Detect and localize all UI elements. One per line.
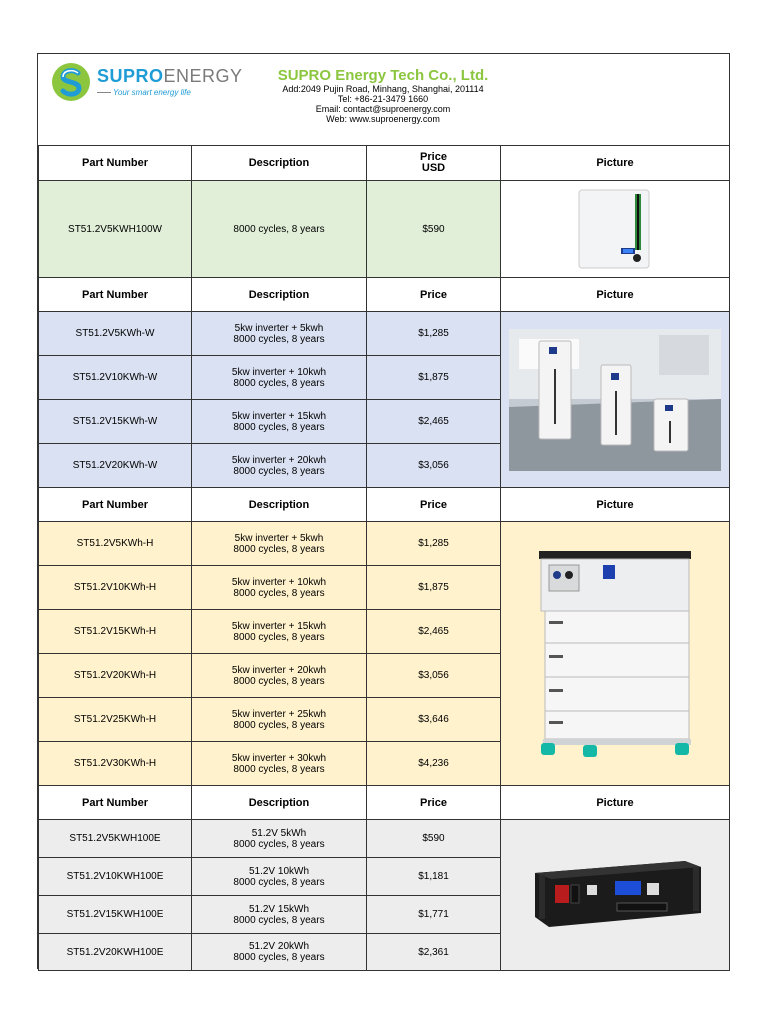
header-part-number: Part Number [39,278,192,312]
description-cell: 5kw inverter + 15kwh 8000 cycles, 8 years [192,610,367,654]
product-picture-stacked-cabinet [501,522,730,786]
description-cell: 5kw inverter + 10kwh 8000 cycles, 8 years [192,356,367,400]
price-cell: $590 [367,820,501,858]
header-picture: Picture [501,278,730,312]
price-cell: $3,646 [367,698,501,742]
price-cell: $590 [367,181,501,278]
header-picture: Picture [501,146,730,181]
rack-battery-image [525,855,705,935]
wall-battery-image [577,188,653,270]
part-number-cell: ST51.2V5KWH100W [39,181,192,278]
company-tel: Tel: +86-21-3479 1660 [337,94,429,104]
description-cell: 51.2V 20kWh 8000 cycles, 8 years [192,934,367,971]
description-cell: 5kw inverter + 15kwh 8000 cycles, 8 years [192,400,367,444]
part-number-cell: ST51.2V15KWH100E [39,896,192,934]
description-cell: 5kw inverter + 20kwh 8000 cycles, 8 years [192,654,367,698]
company-name: SUPRO Energy Tech Co., Ltd. [277,67,489,84]
company-web: Web: www.suproenergy.com [326,114,440,124]
price-cell: $3,056 [367,654,501,698]
product-picture-rack [501,820,730,971]
logo-tagline: Your smart energy life [113,88,191,97]
price-cell: $1,875 [367,566,501,610]
part-number-cell: ST51.2V20KWh-W [39,444,192,488]
price-cell: $4,236 [367,742,501,786]
description-cell: 5kw inverter + 30kwh 8000 cycles, 8 years [192,742,367,786]
price-cell: $1,181 [367,858,501,896]
price-cell: $1,771 [367,896,501,934]
section-header-row [39,488,730,522]
company-email: Email: contact@suproenergy.com [315,104,451,114]
header-price: Price USD [367,146,501,181]
part-number-cell: ST51.2V5KWH100E [39,820,192,858]
description-cell: 5kw inverter + 20kwh 8000 cycles, 8 years [192,444,367,488]
header-part-number: Part Number [39,786,192,820]
header-picture: Picture [501,488,730,522]
table-row [39,181,730,278]
part-number-cell: ST51.2V10KWh-H [39,566,192,610]
description-cell: 5kw inverter + 25kwh 8000 cycles, 8 years [192,698,367,742]
header-part-number: Part Number [39,146,192,181]
description-cell: 51.2V 5kWh 8000 cycles, 8 years [192,820,367,858]
price-table [38,145,730,971]
table-row [39,522,730,566]
table-row [39,312,730,356]
header-description: Description [192,786,367,820]
logo-mark-icon [51,62,91,102]
part-number-cell: ST51.2V10KWh-W [39,356,192,400]
header-price: Price [367,786,501,820]
section-header-row [39,146,730,181]
part-number-cell: ST51.2V15KWh-W [39,400,192,444]
price-cell: $1,285 [367,312,501,356]
part-number-cell: ST51.2V15KWh-H [39,610,192,654]
part-number-cell: ST51.2V5KWh-H [39,522,192,566]
header-description: Description [192,278,367,312]
stacked-battery-image [535,549,695,759]
company-info [198,68,568,124]
logo-rule [97,92,111,93]
part-number-cell: ST51.2V30KWh-H [39,742,192,786]
header-picture: Picture [501,786,730,820]
wall-battery-stack-image [509,329,721,471]
description-cell: 5kw inverter + 5kwh 8000 cycles, 8 years [192,312,367,356]
table-row [39,820,730,858]
section-header-row [39,278,730,312]
price-list-sheet [37,53,730,969]
product-picture-stacked-wall [501,312,730,488]
price-cell: $1,285 [367,522,501,566]
product-picture-wall-battery [501,181,730,278]
logo-wordmark: SUPROENERGY [97,66,243,86]
header-price: Price [367,488,501,522]
company-address: Add:2049 Pujin Road, Minhang, Shanghai, 201114 [282,84,484,94]
price-cell: $2,465 [367,400,501,444]
part-number-cell: ST51.2V20KWh-H [39,654,192,698]
description-cell: 51.2V 10kWh 8000 cycles, 8 years [192,858,367,896]
section-header-row [39,786,730,820]
price-cell: $1,875 [367,356,501,400]
part-number-cell: ST51.2V10KWH100E [39,858,192,896]
price-cell: $2,361 [367,934,501,971]
letterhead [38,54,729,145]
description-cell: 5kw inverter + 10kwh 8000 cycles, 8 years [192,566,367,610]
header-description: Description [192,488,367,522]
description-cell: 8000 cycles, 8 years [192,181,367,278]
header-part-number: Part Number [39,488,192,522]
header-price: Price [367,278,501,312]
description-cell: 5kw inverter + 5kwh 8000 cycles, 8 years [192,522,367,566]
part-number-cell: ST51.2V5KWh-W [39,312,192,356]
part-number-cell: ST51.2V25KWh-H [39,698,192,742]
description-cell: 51.2V 15kWh 8000 cycles, 8 years [192,896,367,934]
price-cell: $2,465 [367,610,501,654]
part-number-cell: ST51.2V20KWH100E [39,934,192,971]
price-cell: $3,056 [367,444,501,488]
header-description: Description [192,146,367,181]
